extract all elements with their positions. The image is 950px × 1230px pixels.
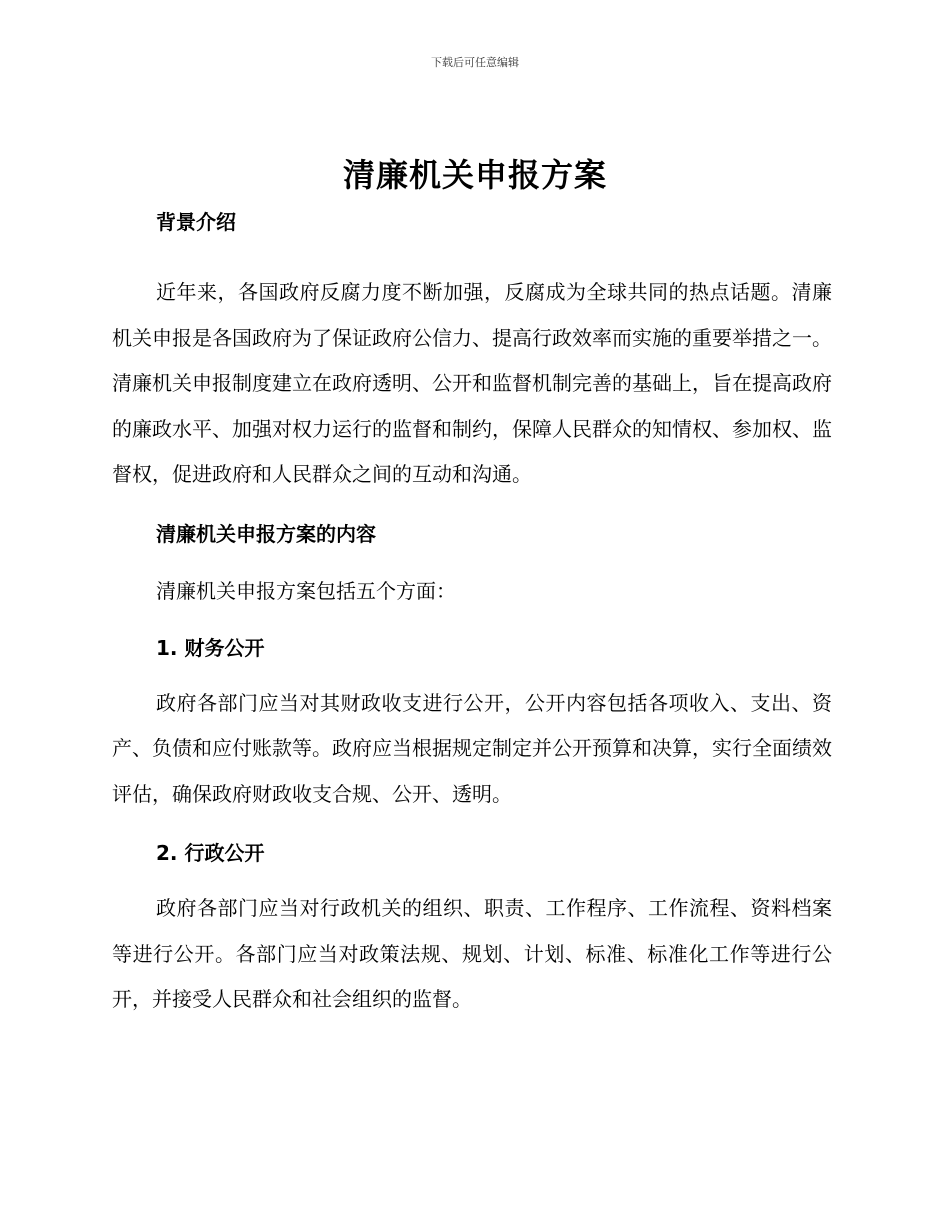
paragraph-background: 近年来，各国政府反腐力度不断加强，反腐成为全球共同的热点话题。清廉机关申报是各国政府为了保证政府公信力、提高行政效率而实施的重要举措之一。清廉机关申报制度建立在政府透明、公开和监督机制完善的基础上，旨在提高政府的廉政水平、加强对权力运行的监督和制约，保障人民群众的知情权、参加权、监督权，促进政府和人民群众之间的互动和沟通。 (112, 280, 832, 486)
section-heading-background: 背景介绍 (156, 210, 236, 234)
section-heading-finance: 1. 财务公开 (156, 635, 265, 660)
page-header-note: 下载后可任意编辑 (431, 56, 519, 69)
section-heading-content: 清廉机关申报方案的内容 (156, 521, 376, 546)
paragraph-administration: 政府各部门应当对行政机关的组织、职责、工作程序、工作流程、资料档案等进行公开。各部门应当对政策法规、规划、计划、标准、标准化工作等进行公开，并接受人民群众和社会组织的监督。 (112, 896, 832, 1011)
document-body (112, 206, 832, 1023)
document-title: 清廉机关申报方案 (342, 156, 607, 194)
section-heading-administration: 2. 行政公开 (156, 841, 265, 865)
paragraph-content-intro: 清廉机关申报方案包括五个方面： (156, 578, 456, 603)
paragraph-finance: 政府各部门应当对其财政收支进行公开，公开内容包括各项收入、支出、资产、负债和应付账款等。政府应当根据规定制定并公开预算和决算，实行全面绩效评估，确保政府财政收支合规、公开、透明。 (112, 690, 832, 806)
